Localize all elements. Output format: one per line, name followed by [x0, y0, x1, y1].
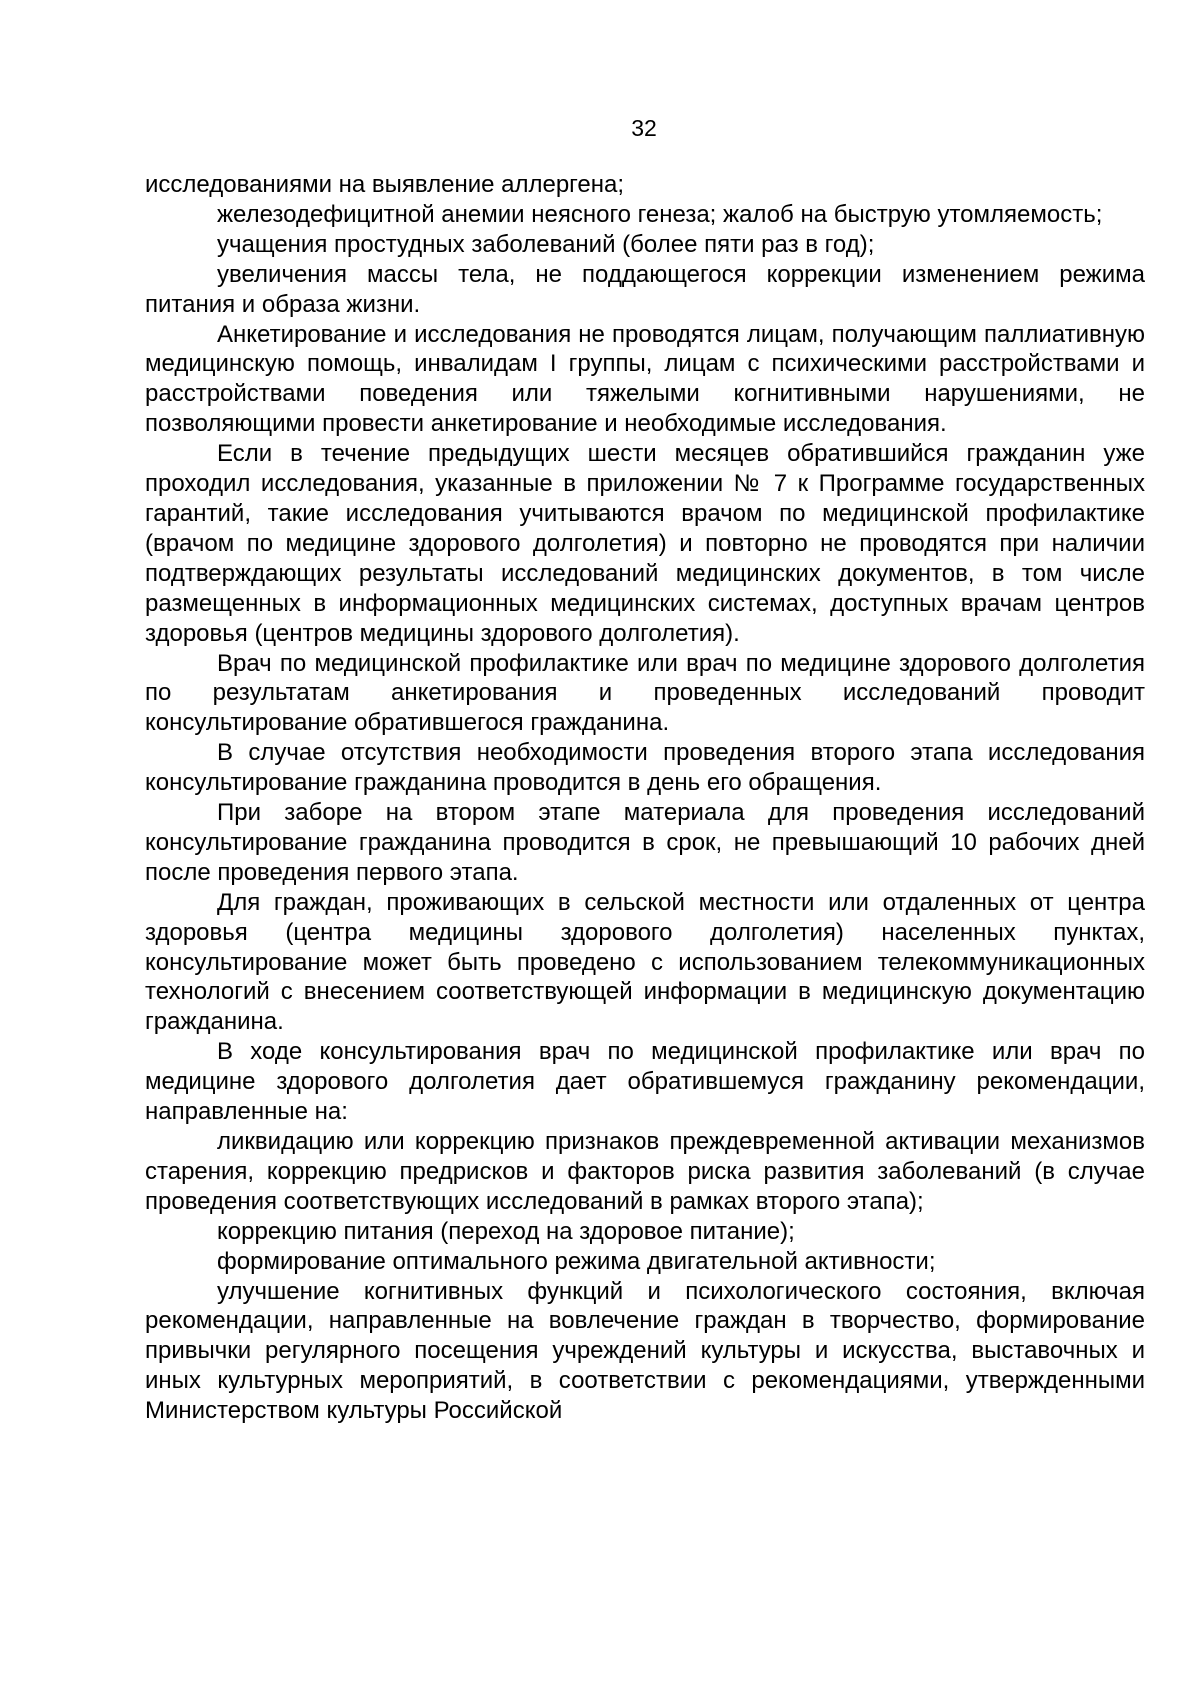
- paragraph: учащения простудных заболеваний (более пяти раз в год);: [217, 230, 875, 258]
- document-body: [145, 170, 1145, 1426]
- paragraph: увеличения массы тела, не поддающегося коррекции изменением режима питания и образа жизни.: [145, 260, 1145, 318]
- paragraph: Врач по медицинской профилактике или врач по медицине здорового долголетия по результатам анкетирования и проведенных исследований проводит консультирование обратившегося гражданина.: [145, 649, 1145, 737]
- paragraph: При заборе на втором этапе материала для проведения исследований консультирование гражданина проводится в срок, не превышающий 10 рабочих дней после проведения первого этапа.: [145, 799, 1145, 886]
- paragraph: В случае отсутствия необходимости проведения второго этапа исследования консультирование гражданина проводится в день его обращения.: [145, 739, 1145, 797]
- paragraph: железодефицитной анемии неясного генеза; жалоб на быструю утомляемость;: [217, 200, 1103, 228]
- paragraph: улучшение когнитивных функций и психологического состояния, включая рекомендации, направленные на вовлечение граждан в творчество, формирование привычки регулярного посещения учреждений культуры и искусства, выставочных и иных культурных мероприятий, в соответствии с рекомендациями, утвержденными Министерством культуры Российской: [145, 1277, 1145, 1425]
- paragraph: коррекцию питания (переход на здоровое питание);: [217, 1217, 795, 1245]
- paragraph: В ходе консультирования врач по медицинской профилактике или врач по медицине здорового долголетия дает обратившемуся гражданину рекомендации, направленные на:: [145, 1038, 1145, 1126]
- paragraph-continuation: исследованиями на выявление аллергена;: [145, 171, 625, 198]
- paragraph: Для граждан, проживающих в сельской местности или отдаленных от центра здоровья (центра медицины здорового долголетия) населенных пунктах, консультирование может быть проведено с использованием телекоммуникационных технологий с внесением соответствующей информации в медицинскую документацию гражданина.: [145, 888, 1145, 1036]
- paragraph: Если в течение предыдущих шести месяцев обратившийся гражданин уже проходил исследования, указанные в приложении № 7 к Программе государственных гарантий, такие исследования учитываются врачом по медицинской профилактике (врачом по медицине здорового долголетия) и повторно не проводятся при наличии подтверждающих результаты исследований медицинских документов, в том числе размещенных в информационных медицинских системах, доступных врачам центров здоровья (центров медицины здорового долголетия).: [145, 440, 1145, 647]
- paragraph: ликвидацию или коррекцию признаков преждевременной активации механизмов старения, коррекцию предрисков и факторов риска развития заболеваний (в случае проведения соответствующих исследований в рамках второго этапа);: [145, 1128, 1145, 1215]
- paragraph: формирование оптимального режима двигательной активности;: [217, 1247, 936, 1275]
- paragraph: Анкетирование и исследования не проводятся лицам, получающим паллиативную медицинскую помощь, инвалидам I группы, лицам с психическими расстройствами и расстройствами поведения или тяжелыми когнитивными нарушениями, не позволяющими провести анкетирование и необходимые исследования.: [145, 320, 1145, 438]
- page-number: 32: [631, 115, 657, 141]
